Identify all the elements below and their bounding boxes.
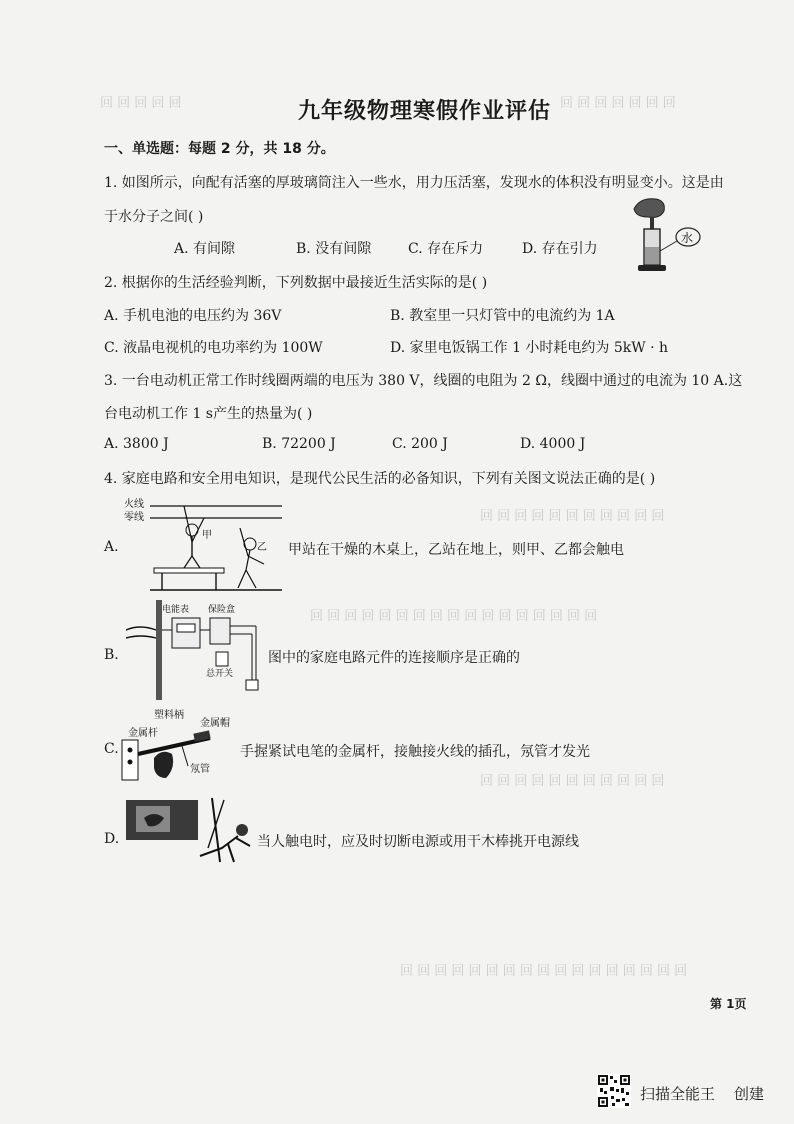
q3-option-a: A. 3800 J bbox=[104, 436, 169, 452]
q2-option-a: A. 手机电池的电压约为 36V bbox=[104, 308, 282, 324]
person-yi-label: 乙 bbox=[257, 542, 267, 553]
person-jia-label: 甲 bbox=[202, 530, 212, 541]
main-switch-label: 总开关 bbox=[206, 669, 234, 679]
metal-rod-label: 金属杆 bbox=[128, 728, 158, 739]
live-wire-label: 火线 bbox=[124, 499, 144, 510]
q4-b-household-circuit-figure bbox=[122, 600, 262, 702]
q4-option-c-letter: C. bbox=[104, 741, 119, 757]
q2-option-d: D. 家里电饭锅工作 1 小时耗电约为 5kW · h bbox=[390, 340, 669, 356]
q1-option-a: A. 有间隙 bbox=[174, 241, 236, 257]
neutral-wire-label: 零线 bbox=[124, 512, 144, 523]
q4-stem: 4. 家庭电路和安全用电知识，是现代公民生活的必备知识，下列有关图文说法正确的是( ) bbox=[104, 471, 656, 487]
neon-tube-label: 氖管 bbox=[190, 764, 210, 775]
bleed-through-text: 回 回 回 回 回 回 回 回 回 回 回 回 回 回 回 回 回 bbox=[310, 609, 598, 624]
q4-option-b-letter: B. bbox=[104, 647, 119, 663]
q4-option-a-letter: A. bbox=[104, 539, 119, 555]
q4-option-b-text: 图中的家庭电路元件的连接顺序是正确的 bbox=[268, 650, 520, 666]
bleed-through-text: 回 回 回 回 回 回 回 bbox=[560, 96, 676, 111]
page-title: 九年级物理寒假作业评估 bbox=[298, 99, 552, 124]
q1-fig-water-label: 水 bbox=[681, 231, 694, 245]
page-number: 第 1页 bbox=[710, 997, 747, 1011]
q4-option-d-text: 当人触电时，应及时切断电源或用干木棒挑开电源线 bbox=[257, 834, 579, 850]
scanner-create-label: 创建 bbox=[734, 1085, 765, 1103]
q2-stem: 2. 根据你的生活经验判断，下列数据中最接近生活实际的是( ) bbox=[104, 275, 488, 291]
fuse-label: 保险盒 bbox=[208, 605, 236, 615]
q1-option-b: B. 没有间隙 bbox=[296, 241, 372, 257]
metal-cap-label: 金属帽 bbox=[200, 718, 230, 729]
q4-option-d-letter: D. bbox=[104, 831, 120, 847]
q3-option-c: C. 200 J bbox=[392, 436, 448, 452]
q1-option-c: C. 存在斥力 bbox=[408, 241, 484, 257]
q1-option-d: D. 存在引力 bbox=[522, 241, 598, 257]
q4-c-test-pen-figure bbox=[118, 708, 236, 786]
q4-d-rescue-figure bbox=[124, 796, 256, 868]
q2-option-c: C. 液晶电视机的电功率约为 100W bbox=[104, 340, 323, 356]
plastic-handle-label: 塑料柄 bbox=[154, 710, 184, 721]
bleed-through-text: 回 回 回 回 回 回 回 回 回 回 回 bbox=[480, 774, 665, 789]
q1-stem-line2: 于水分子之间( ) bbox=[104, 209, 204, 225]
section-heading: 一、单选题：每题 2 分，共 18 分。 bbox=[104, 141, 335, 157]
q3-stem-line1: 3. 一台电动机正常工作时线圈两端的电压为 380 V，线圈的电阻为 2 Ω，线圈中通过的电流为 10 A.这 bbox=[104, 373, 743, 389]
q4-a-electrocution-figure bbox=[122, 498, 282, 594]
qr-code-icon bbox=[597, 1074, 631, 1108]
q4-option-a-text: 甲站在干燥的木桌上，乙站在地上，则甲、乙都会触电 bbox=[288, 542, 624, 558]
q3-stem-line2: 台电动机工作 1 s产生的热量为( ) bbox=[104, 406, 313, 422]
q1-piston-cylinder-figure bbox=[630, 195, 710, 280]
scanner-app-name: 扫描全能王 bbox=[640, 1085, 716, 1103]
q2-option-b: B. 教室里一只灯管中的电流约为 1A bbox=[390, 308, 615, 324]
bleed-through-text: 回 回 回 回 回 bbox=[100, 96, 182, 111]
q1-stem-line1: 1. 如图所示，向配有活塞的厚玻璃筒注入一些水，用力压活塞，发现水的体积没有明显变小。这是由 bbox=[104, 175, 724, 191]
bleed-through-text: 回 回 回 回 回 回 回 回 回 回 回 bbox=[480, 509, 665, 524]
bleed-through-text: 回 回 回 回 回 回 回 回 回 回 回 回 回 回 回 回 回 bbox=[400, 964, 688, 979]
q4-option-c-text: 手握紧试电笔的金属杆，接触接火线的插孔，氖管才发光 bbox=[240, 744, 590, 760]
meter-label: 电能表 bbox=[162, 605, 190, 615]
q3-option-b: B. 72200 J bbox=[262, 436, 336, 452]
q3-option-d: D. 4000 J bbox=[520, 436, 586, 452]
